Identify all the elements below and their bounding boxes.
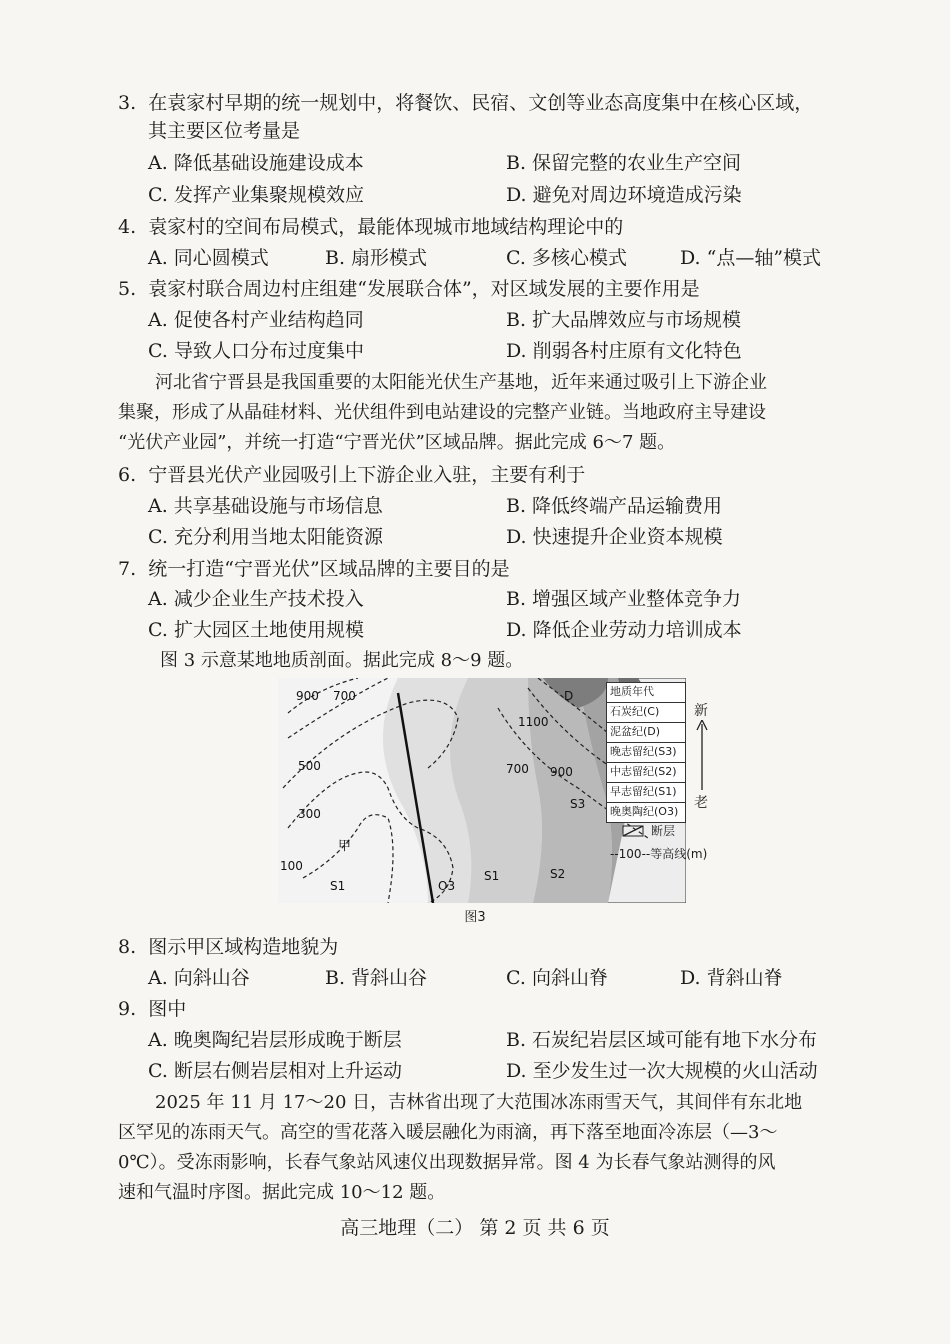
q9-option-b: B. 石炭纪岩层区域可能有地下水分布 <box>506 1029 818 1051</box>
q6-option-b: B. 降低终端产品运输费用 <box>506 495 723 517</box>
q8-option-d: D. 背斜山脊 <box>680 967 783 989</box>
contour-label-300: 300 <box>298 807 321 821</box>
q7-option-c: C. 扩大园区土地使用规模 <box>148 619 364 641</box>
q7-option-a: A. 减少企业生产技术投入 <box>148 588 364 610</box>
stratum-label-s3: S3 <box>570 797 586 811</box>
q8-option-c: C. 向斜山脊 <box>506 967 608 989</box>
q3-option-b: B. 保留完整的农业生产空间 <box>506 152 742 174</box>
q6-stem: 6. 宁晋县光伏产业园吸引上下游企业入驻，主要有利于 <box>118 464 586 486</box>
passage3-line3: 0℃）。受冻雨影响，长春气象站风速仪出现数据异常。图 4 为长春气象站测得的风 <box>118 1152 776 1173</box>
contour-label-500: 500 <box>298 759 321 773</box>
region-label-jia: 甲 <box>338 839 352 854</box>
q3-option-c: C. 发挥产业集聚规模效应 <box>148 184 364 206</box>
q5-option-d: D. 削弱各村庄原有文化特色 <box>506 340 742 362</box>
legend-item-late-silurian: 晚志留纪(S3) <box>606 742 686 762</box>
age-arrow-old-label: 老 <box>694 795 708 811</box>
q4-option-a: A. 同心圆模式 <box>148 247 269 269</box>
q7-option-b: B. 增强区域产业整体竞争力 <box>506 588 742 610</box>
q3-option-d: D. 避免对周边环境造成污染 <box>506 184 742 206</box>
age-arrow-icon <box>696 720 708 790</box>
q3-option-a: A. 降低基础设施建设成本 <box>148 152 364 174</box>
passage3-line2: 区罕见的冻雨天气。高空的雪花落入暖层融化为雨滴，再下落至地面冷冻层（—3～ <box>118 1122 778 1143</box>
q8-option-a: A. 向斜山谷 <box>148 967 250 989</box>
passage3-line1: 2025 年 11 月 17～20 日，吉林省出现了大范围冰冻雨雪天气，其间伴有东北地 <box>155 1092 803 1113</box>
passage2-line2: 集聚，形成了从晶硅材料、光伏组件到电站建设的完整产业链。当地政府主导建设 <box>118 402 766 423</box>
contour-label-100: 100 <box>280 859 303 873</box>
legend-item-late-ordovician: 晚奥陶纪(O3) <box>606 802 686 823</box>
q9-option-c: C. 断层右侧岩层相对上升运动 <box>148 1060 402 1082</box>
page-footer: 高三地理（二） 第 2 页 共 6 页 <box>340 1217 610 1239</box>
stratum-label-o3: O3 <box>438 879 456 893</box>
contour-label-900-right: 900 <box>550 765 573 779</box>
q5-stem: 5. 袁家村联合周边村庄组建“发展联合体”，对区域发展的主要作用是 <box>118 278 700 300</box>
passage2-line1: 河北省宁晋县是我国重要的太阳能光伏生产基地，近年来通过吸引上下游企业 <box>155 372 767 393</box>
q4-option-d: D. “点—轴”模式 <box>680 247 822 269</box>
fault-legend-icon <box>622 825 644 837</box>
q9-option-d: D. 至少发生过一次大规模的火山活动 <box>506 1060 818 1082</box>
contour-label-700: 700 <box>333 689 356 703</box>
contour-label-1100: 1100 <box>518 715 549 729</box>
q7-stem: 7. 统一打造“宁晋光伏”区域品牌的主要目的是 <box>118 558 510 580</box>
stratum-label-s1-right: S1 <box>484 869 500 883</box>
contour-label-700-right: 700 <box>506 762 529 776</box>
fault-legend-label: 断层 <box>651 824 676 838</box>
q6-option-d: D. 快速提升企业资本规模 <box>506 526 723 548</box>
q8-option-b: B. 背斜山谷 <box>325 967 428 989</box>
legend-item-early-silurian: 早志留纪(S1) <box>606 782 686 802</box>
stratum-label-s2: S2 <box>550 867 566 881</box>
q4-option-b: B. 扇形模式 <box>325 247 428 269</box>
legend-item-middle-silurian: 中志留纪(S2) <box>606 762 686 782</box>
q6-option-c: C. 充分利用当地太阳能资源 <box>148 526 383 548</box>
legend-item-devonian: 泥盆纪(D) <box>606 722 686 742</box>
figure3-title: 图3 <box>464 910 486 925</box>
q8-stem: 8. 图示甲区域构造地貌为 <box>118 936 339 958</box>
passage2-line3: “光伏产业园”，并统一打造“宁晋光伏”区域品牌。据此完成 6～7 题。 <box>118 432 676 453</box>
figure3-legend <box>606 682 686 823</box>
q5-option-b: B. 扩大品牌效应与市场规模 <box>506 309 742 331</box>
q6-option-a: A. 共享基础设施与市场信息 <box>148 495 383 517</box>
q4-option-c: C. 多核心模式 <box>506 247 627 269</box>
q5-option-c: C. 导致人口分布过度集中 <box>148 340 364 362</box>
stratum-label-d-top: D <box>564 689 574 703</box>
q4-stem: 4. 袁家村的空间布局模式，最能体现城市地域结构理论中的 <box>118 216 624 238</box>
contour-legend-label: --100--等高线(m) <box>610 847 708 861</box>
contour-label-900: 900 <box>296 689 319 703</box>
q9-stem: 9. 图中 <box>118 998 187 1020</box>
q3-stem-line2: 其主要区位考量是 <box>148 120 301 142</box>
figure3-intro: 图 3 示意某地地质剖面。据此完成 8～9 题。 <box>160 650 524 671</box>
q9-option-a: A. 晚奥陶纪岩层形成晚于断层 <box>148 1029 402 1051</box>
age-arrow-new-label: 新 <box>694 703 708 719</box>
q7-option-d: D. 降低企业劳动力培训成本 <box>506 619 742 641</box>
legend-header: 地质年代 <box>606 682 686 702</box>
q5-option-a: A. 促使各村产业结构趋同 <box>148 309 364 331</box>
stratum-label-s1-left: S1 <box>330 879 346 893</box>
passage3-line4: 速和气温时序图。据此完成 10～12 题。 <box>118 1182 446 1203</box>
legend-item-carboniferous: 石炭纪(C) <box>606 702 686 722</box>
q3-stem-line1: 3. 在袁家村早期的统一规划中，将餐饮、民宿、文创等业态高度集中在核心区域， <box>118 92 814 114</box>
